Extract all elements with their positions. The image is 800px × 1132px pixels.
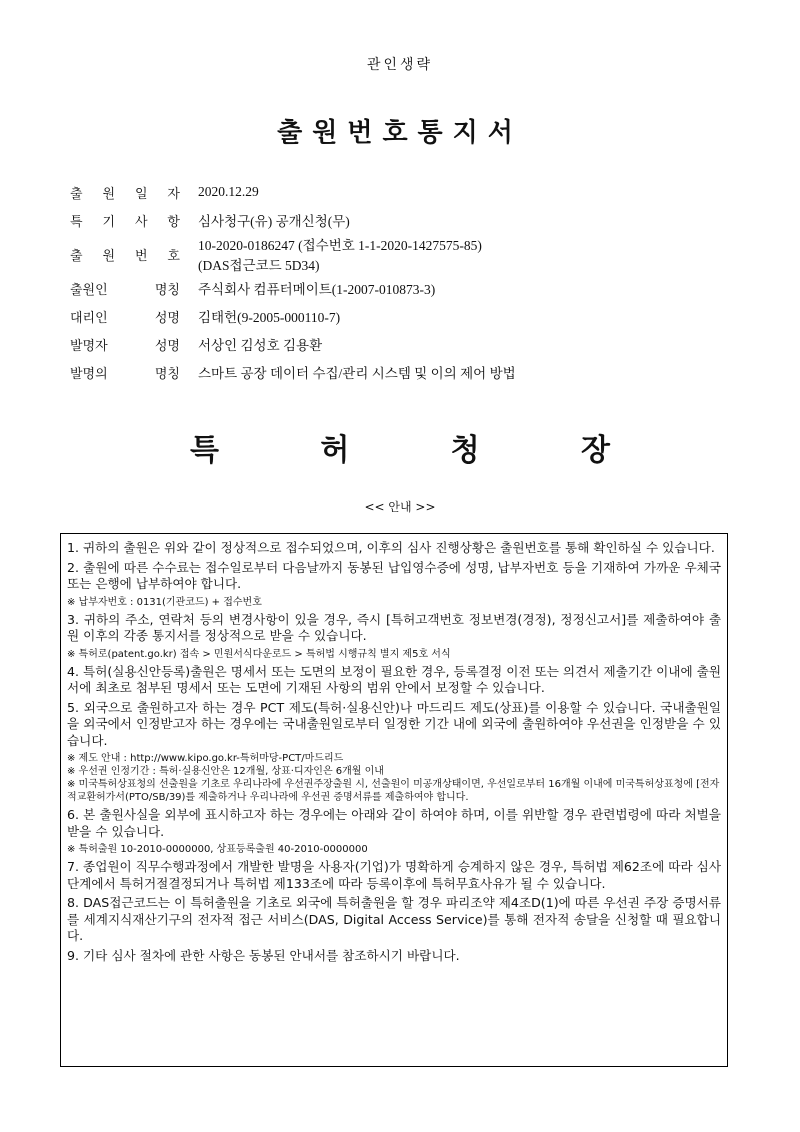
guide-item-9: 9. 기타 심사 절차에 관한 사항은 동봉된 안내서를 참조하시기 바랍니다. <box>67 947 460 963</box>
filing-date-row <box>70 178 750 206</box>
special-notes-value: 심사청구(유) 공개신청(무) <box>198 214 350 229</box>
application-number-row <box>70 234 750 274</box>
filing-date-label: 출 원 일 자 <box>70 186 180 202</box>
filing-date-value: 2020.12.29 <box>198 184 259 199</box>
application-info-table <box>70 178 750 386</box>
office-char-2: 허 <box>320 433 350 468</box>
guide-notes-5 <box>67 752 721 804</box>
guide-item-6: 6. 본 출원사실을 외부에 표시하고자 하는 경우에는 아래와 같이 하여야 하며, 이를 위반할 경우 관련법령에 따라 처벌을 받을 수 있습니다. <box>67 807 721 839</box>
guide-note-5b: ※ 우선권 인정기간 : 특허·실용신안은 12개월, 상표·디자인은 6개월 이내 <box>67 766 384 777</box>
agent-label: 대리인 성명 <box>70 310 180 326</box>
guide-box <box>60 533 728 1067</box>
guide-item-4: 4. 특허(실용신안등록)출원은 명세서 또는 도면의 보정이 필요한 경우, 등록결정 이전 또는 의견서 제출기간 이내에 출원서에 최초로 첨부된 명세서 또는 도면에 기재된 사항의 범위 안에서 보정할 수 있습니다. <box>67 663 721 695</box>
guide-item-3: 3. 귀하의 주소, 연락처 등의 변경사항이 있을 경우, 즉시 [특허고객번호 정보변경(경정), 정정신고서]를 제출하여야 출원 이후의 각종 통지서를 정상적으로 받을 수 있습니다. <box>67 611 721 643</box>
invention-title-row <box>70 358 750 386</box>
invention-title-label: 발명의 명칭 <box>70 366 180 382</box>
inventors-row <box>70 330 750 358</box>
issuing-office <box>190 425 610 469</box>
guide-title: << 안내 >> <box>364 500 436 514</box>
guide-note-3: ※ 특허로(patent.go.kr) 접속 > 민원서식다운로드 > 특허법 시행규칙 별지 제5호 서식 <box>67 648 451 660</box>
guide-item-8: 8. DAS접근코드는 이 특허출원을 기초로 외국에 특허출원을 할 경우 파리조약 제4조D(1)에 따른 우선권 주장 증명서류를 세계지식재산기구의 전자적 접근 서비스(DAS, Digital Access Service)를 통해 전자적 송달을 신청할 때 필요합니다. <box>67 895 721 943</box>
application-number-label: 출 원 번 호 <box>70 248 180 264</box>
official-seal-omitted: 관인생략 <box>366 57 434 73</box>
guide-note-2: ※ 납부자번호 : 0131(기관코드) + 접수번호 <box>67 596 262 608</box>
special-notes-label: 특 기 사 항 <box>70 214 180 230</box>
special-notes-row <box>70 206 750 234</box>
applicant-value: 주식회사 컴퓨터메이트(1-2007-010873-3) <box>198 282 436 297</box>
applicant-label: 출원인 명칭 <box>70 282 180 298</box>
invention-title-value: 스마트 공장 데이터 수집/관리 시스템 및 이의 제어 방법 <box>198 366 516 381</box>
agent-value: 김태헌(9-2005-000110-7) <box>198 310 341 325</box>
inventors-label: 발명자 성명 <box>70 338 180 354</box>
applicant-row <box>70 274 750 302</box>
guide-item-5: 5. 외국으로 출원하고자 하는 경우 PCT 제도(특허·실용신안)나 마드리드 제도(상표)를 이용할 수 있습니다. 국내출원일을 외국에서 인정받고자 하는 경우에는 국내출원일로부터 일정한 기간 내에 외국에 출원하여야 우선권을 인정받을 수 있습니다. <box>67 699 721 748</box>
das-access-code: (DAS접근코드 5D34) <box>198 258 320 273</box>
guide-item-7: 7. 종업원이 직무수행과정에서 개발한 발명을 사용자(기업)가 명확하게 승계하지 않은 경우, 특허법 제62조에 따라 심사단계에서 특허거절결정되거나 특허법 제133조에 따라 등록이후에 특허무효사유가 될 수 있습니다. <box>67 859 721 891</box>
guide-note-5c: ※ 미국특허상표청의 선출원을 기초로 우리나라에 우선권주장출원 시, 선출원이 미공개상태이면, 우선일로부터 16개월 이내에 미국특허상표청에 [전자적교환허가서(PTO/SB/39)를 제출하거나 우리나라에 우선권 증명서류를 제출하여야 합니다. <box>67 779 720 803</box>
guide-note-6: ※ 특허출원 10-2010-0000000, 상표등록출원 40-2010-0000000 <box>67 844 368 855</box>
document-title: 출원번호통지서 <box>277 118 523 148</box>
office-char-4: 장 <box>580 433 610 468</box>
guide-item-1: 1. 귀하의 출원은 위와 같이 정상적으로 접수되었으며, 이후의 심사 진행상황은 출원번호를 통해 확인하실 수 있습니다. <box>67 540 715 555</box>
office-char-1: 특 <box>190 433 219 468</box>
guide-note-5a: ※ 제도 안내 : http://www.kipo.go.kr-특허마당-PCT/마드리드 <box>67 753 344 764</box>
inventors-value: 서상인 김성호 김용환 <box>198 338 323 353</box>
application-number-line1: 10-2020-0186247 (접수번호 1-1-2020-1427575-85) <box>198 238 482 253</box>
application-number-value <box>198 234 750 274</box>
guide-item-2: 2. 출원에 따른 수수료는 접수일로부터 다음날까지 동봉된 납입영수증에 성명, 납부자번호 등을 기재하여 가까운 우체국 또는 은행에 납부하여야 합니다. <box>67 559 721 591</box>
agent-row <box>70 302 750 330</box>
office-char-3: 청 <box>450 433 480 468</box>
